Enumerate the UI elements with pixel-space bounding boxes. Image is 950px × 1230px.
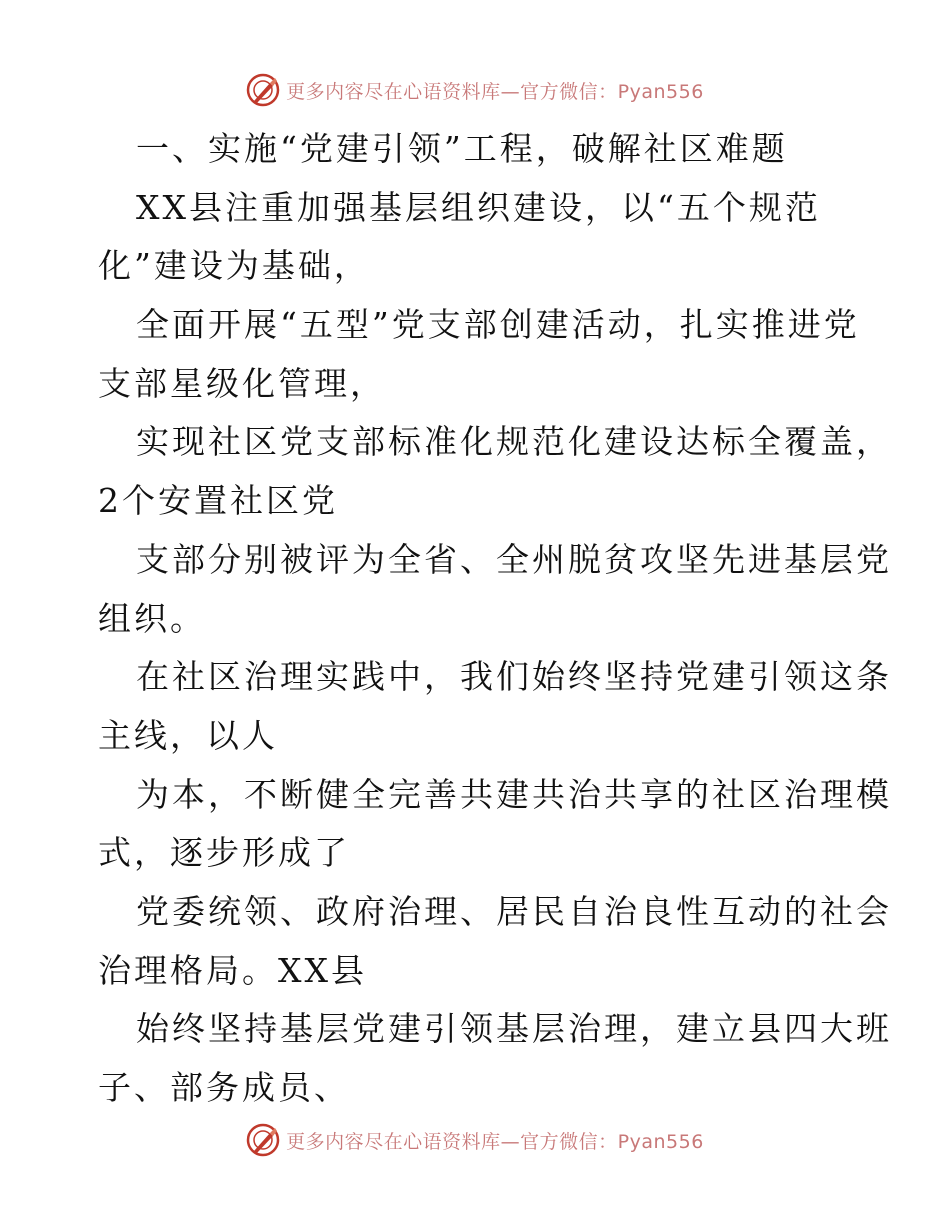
paragraph-line: 化”建设为基础， xyxy=(98,246,370,286)
paragraph-line: 支部星级化管理， xyxy=(98,363,386,403)
paragraph-line: 全面开展“五型”党支部创建活动，扎实推进党 xyxy=(136,305,860,345)
pen-logo-icon xyxy=(246,1123,280,1157)
paragraph-line: 式，逐步形成了 xyxy=(98,833,350,873)
header-watermark xyxy=(0,70,950,110)
paragraph-line: XX县注重加强基层组织建设，以“五个规范 xyxy=(136,187,821,227)
paragraph-line: 始终坚持基层党建引领基层治理，建立县四大班 xyxy=(136,1009,892,1049)
paragraph-line: 支部分别被评为全省、全州脱贫攻坚先进基层党 xyxy=(136,539,892,579)
footer-watermark xyxy=(0,1120,950,1160)
paragraph-line: 2个安置社区党 xyxy=(98,481,338,521)
document-body xyxy=(98,120,892,1118)
paragraph-line: 实现社区党支部标准化规范化建设达标全覆盖， xyxy=(136,422,892,462)
paragraph-line: 子、部务成员、 xyxy=(98,1068,350,1107)
paragraph-line: 组织。 xyxy=(98,598,206,638)
paragraph-line: 治理格局。XX县 xyxy=(98,950,367,990)
paragraph-line: 党委统领、政府治理、居民自治良性互动的社会 xyxy=(136,891,892,931)
pen-logo-icon xyxy=(246,73,280,107)
paragraph-line: 在社区治理实践中，我们始终坚持党建引领这条 xyxy=(136,657,892,697)
paragraph-line: 为本，不断健全完善共建共治共享的社区治理模 xyxy=(136,774,892,814)
watermark-text: 更多内容尽在心语资料库—官方微信：Pyan556 xyxy=(286,1130,704,1153)
watermark-text: 更多内容尽在心语资料库—官方微信：Pyan556 xyxy=(286,80,704,103)
paragraph-line: 主线，以人 xyxy=(98,715,278,755)
heading-line: 一、实施“党建引领”工程，破解社区难题 xyxy=(136,129,788,168)
